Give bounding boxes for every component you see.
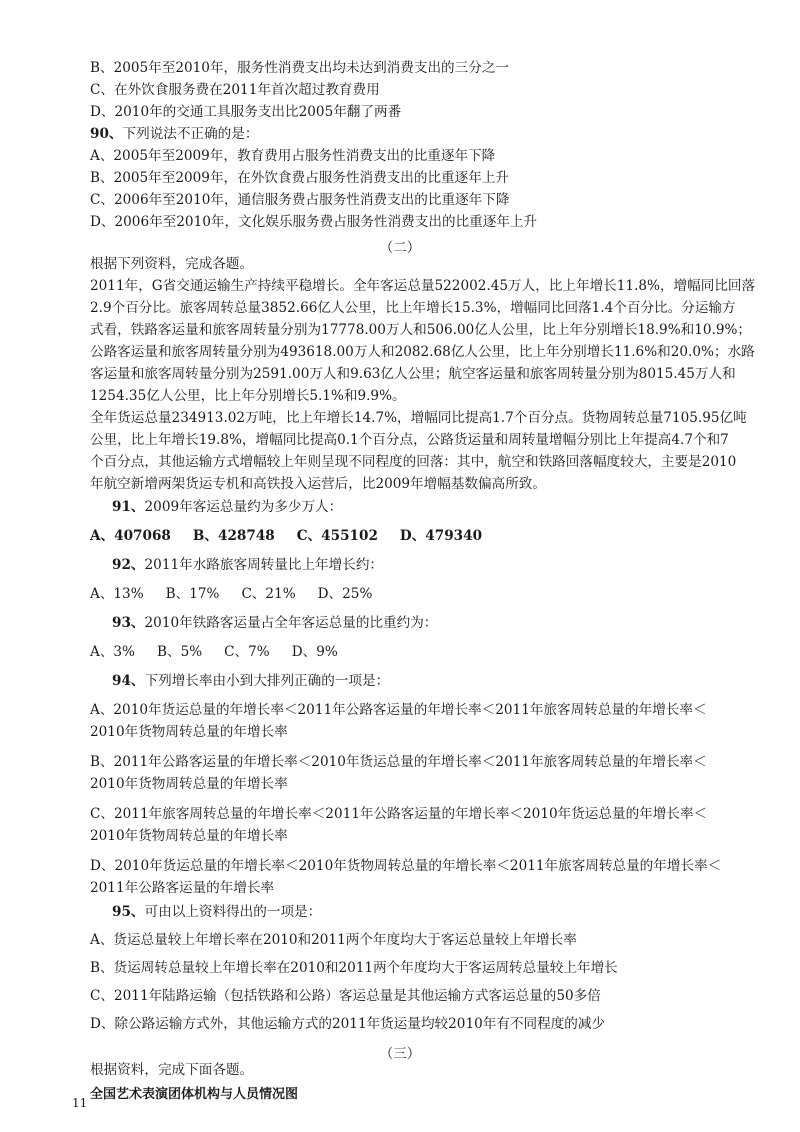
option-line: B、货运周转总量较上年增长率在2010和2011两个年度均大于客运周转总量较上年增长 <box>90 960 618 976</box>
option-line: D、2010年的交通工具服务支出比2005年翻了两番 <box>90 104 402 120</box>
question-95-stem <box>112 906 321 920</box>
option-line: A、货运总量较上年增长率在2010和2011两个年度均大于客运总量较上年增长率 <box>90 932 577 948</box>
option-c: C、21% <box>241 586 296 602</box>
section-intro: 根据下列资料，完成各题。 <box>90 256 254 272</box>
option-b: B、17% <box>165 586 220 602</box>
option-line: C、2011年陆路运输（包括铁路和公路）客运总量是其他运输方式客运总量的50多倍 <box>90 988 601 1004</box>
question-93-stem <box>112 617 437 631</box>
paragraph-line: 2.9个百分比。旅客周转总量3852.66亿人公里，比上年增长15.3%，增幅同比回落1.4个百分比。分运输方 <box>90 300 736 316</box>
question-91-options <box>90 530 504 544</box>
question-92-stem <box>112 559 383 573</box>
question-text: 下列增长率由小到大排列正确的一项是： <box>144 673 390 689</box>
section-heading: （二） <box>379 240 421 256</box>
paragraph-line: 公路客运量和旅客周转量分别为493618.00万人和2082.68亿人公里，比上年分别增长11.6%和20.0%；水路 <box>90 344 755 360</box>
option-c: C、7% <box>224 644 270 660</box>
section-intro: 根据资料，完成下面各题。 <box>90 1062 254 1078</box>
option-b: B、428748 <box>192 528 275 544</box>
option-line: 2010年货物周转总量的年增长率 <box>90 828 288 844</box>
question-text: 2010年铁路客运量占全年客运总量的比重约为： <box>144 615 438 631</box>
option-line: 2010年货物周转总量的年增长率 <box>90 724 288 740</box>
chart-title: 全国艺术表演团体机构与人员情况图 <box>90 1087 299 1102</box>
section-heading: （三） <box>379 1046 421 1062</box>
question-92-options <box>90 588 394 602</box>
paragraph-line: 式看，铁路客运量和旅客周转量分别为17778.00万人和506.00亿人公里，比上年分别增长18.9%和10.9%； <box>90 322 751 338</box>
option-line: A、2005年至2009年，教育费用占服务性消费支出的比重逐年下降 <box>90 148 496 164</box>
option-a: A、3% <box>90 644 135 660</box>
option-line: C、2006年至2010年，通信服务费占服务性消费支出的比重逐年下降 <box>90 192 510 208</box>
question-number: 95、 <box>112 904 145 920</box>
option-line: D、除公路运输方式外，其他运输方式的2011年货运量均较2010年有不同程度的减少 <box>90 1016 606 1032</box>
option-line: D、2010年货运总量的年增长率＜2010年货物周转总量的年增长率＜2011年旅客周转总量的年增长率＜ <box>90 858 722 874</box>
paragraph-line: 全年货运总量234913.02万吨，比上年增长14.7%，增幅同比提高1.7个百分点。货物周转总量7105.95亿吨 <box>90 410 747 426</box>
paragraph-line: 年航空新增两架货运专机和高铁投入运营后，比2009年增幅基数偏高所致。 <box>90 476 546 492</box>
question-text: 2011年水路旅客周转量比上年增长约： <box>144 557 384 573</box>
option-line: 2011年公路客运量的年增长率 <box>90 880 275 896</box>
option-a: A、407068 <box>90 528 171 544</box>
question-90-stem <box>90 128 258 142</box>
question-text: 2009年客运总量约为多少万人： <box>144 499 343 515</box>
option-line: D、2006年至2010年，文化娱乐服务费占服务性消费支出的比重逐年上升 <box>90 214 538 230</box>
paragraph-line: 公里，比上年增长19.8%，增幅同比提高0.1个百分点，公路货运量和周转量增幅分别比上年提高4.7个和7 <box>90 432 729 448</box>
option-a: A、13% <box>90 586 144 602</box>
option-d: D、479340 <box>399 528 483 544</box>
question-number: 91、 <box>112 499 145 515</box>
question-number: 94、 <box>112 673 145 689</box>
question-number: 93、 <box>112 615 145 631</box>
question-93-options <box>90 646 360 660</box>
question-number: 90、 <box>90 126 123 142</box>
paragraph-line: 个百分点，其他运输方式增幅较上年则呈现不同程度的回落：其中，航空和铁路回落幅度较大，主要是2010 <box>90 454 737 470</box>
question-number: 92、 <box>112 557 145 573</box>
question-91-stem <box>112 501 342 515</box>
option-d: D、9% <box>291 644 338 660</box>
option-c: C、455102 <box>296 528 378 544</box>
paragraph-line: 客运量和旅客周转量分别为2591.00万人和9.63亿人公里；航空客运量和旅客周转量分别为8015.45万人和 <box>90 366 736 382</box>
question-text: 下列说法不正确的是： <box>122 126 259 142</box>
page-number: 11 <box>72 1096 88 1110</box>
option-line: B、2011年公路客运量的年增长率＜2010年货运总量的年增长率＜2011年旅客周转总量的年增长率＜ <box>90 754 707 770</box>
option-line: C、在外饮食服务费在2011年首次超过教育费用 <box>90 82 380 98</box>
option-b: B、5% <box>156 644 203 660</box>
option-line: B、2005年至2009年，在外饮食费占服务性消费支出的比重逐年上升 <box>90 170 510 186</box>
option-line: C、2011年旅客周转总量的年增长率＜2011年公路客运量的年增长率＜2010年货运总量的年增长率＜ <box>90 806 708 822</box>
option-d: D、25% <box>317 586 373 602</box>
paragraph-line: 1254.35亿人公里，比上年分别增长5.1%和9.9%。 <box>90 388 406 404</box>
option-line: A、2010年货运总量的年增长率＜2011年公路客运量的年增长率＜2011年旅客周转总量的年增长率＜ <box>90 702 707 718</box>
option-line: 2010年货物周转总量的年增长率 <box>90 776 288 792</box>
question-text: 可由以上资料得出的一项是： <box>144 904 322 920</box>
option-line: B、2005年至2010年，服务性消费支出均未达到消费支出的三分之一 <box>90 60 510 76</box>
question-94-stem <box>112 675 389 689</box>
paragraph-line: 2011年，G省交通运输生产持续平稳增长。全年客运总量522002.45万人，比上年增长11.8%，增幅同比回落 <box>90 278 756 294</box>
